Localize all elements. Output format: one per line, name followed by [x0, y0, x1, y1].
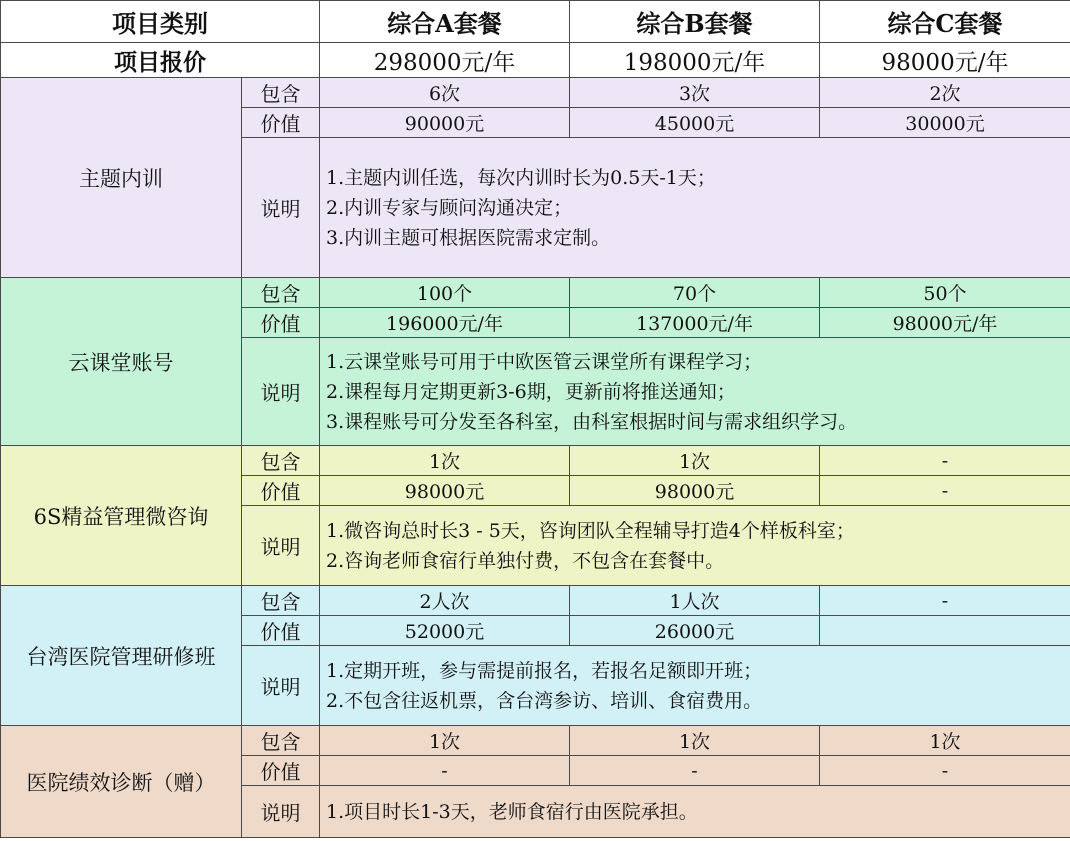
include-row — [1, 586, 1070, 616]
category-cell: 6S精益管理微咨询 — [1, 446, 242, 586]
note-line: 1.微咨询总时长3 - 5天，咨询团队全程辅导打造4个样板科室； — [326, 519, 855, 542]
note-label: 说明 — [242, 506, 320, 586]
note-line: 3.内训主题可根据医院需求定制。 — [326, 226, 611, 249]
note-text — [320, 786, 1070, 838]
package-b-header: 综合B套餐 — [570, 1, 820, 43]
value-amount: 45000元 — [570, 108, 820, 138]
value-amount: 98000元 — [320, 476, 570, 506]
category-cell: 主题内训 — [1, 78, 242, 278]
include-label: 包含 — [242, 446, 320, 476]
package-c-price: 98000元/年 — [820, 43, 1070, 78]
include-row — [1, 726, 1070, 756]
include-value: - — [820, 586, 1070, 616]
value-amount: 90000元 — [320, 108, 570, 138]
include-value: 100个 — [320, 278, 570, 308]
note-label: 说明 — [242, 338, 320, 446]
price-row — [1, 43, 1070, 78]
include-value: 2人次 — [320, 586, 570, 616]
include-label: 包含 — [242, 726, 320, 756]
value-amount: - — [570, 756, 820, 786]
value-amount: - — [820, 476, 1070, 506]
value-label: 价值 — [242, 476, 320, 506]
note-line: 2.内训专家与顾问沟通决定； — [326, 196, 573, 219]
value-label: 价值 — [242, 616, 320, 646]
category-cell: 台湾医院管理研修班 — [1, 586, 242, 726]
include-value: 1次 — [320, 726, 570, 756]
include-value: 1次 — [820, 726, 1070, 756]
note-label: 说明 — [242, 646, 320, 726]
value-amount: 98000元/年 — [820, 308, 1070, 338]
note-text — [320, 646, 1070, 726]
include-value: 1次 — [570, 726, 820, 756]
note-line: 1.项目时长1-3天，老师食宿行由医院承担。 — [326, 800, 698, 823]
note-line: 1.定期开班，参与需提前报名，若报名足额即开班； — [326, 659, 763, 682]
include-value: - — [820, 446, 1070, 476]
note-line: 1.云课堂账号可用于中欧医管云课堂所有课程学习； — [326, 350, 763, 373]
include-value: 50个 — [820, 278, 1070, 308]
value-amount: 30000元 — [820, 108, 1070, 138]
value-amount: 196000元/年 — [320, 308, 570, 338]
include-value: 70个 — [570, 278, 820, 308]
note-text — [320, 138, 1070, 278]
include-value: 1人次 — [570, 586, 820, 616]
include-value: 3次 — [570, 78, 820, 108]
header-row — [1, 1, 1070, 43]
value-amount: - — [820, 756, 1070, 786]
package-a-price: 298000元/年 — [320, 43, 570, 78]
note-label: 说明 — [242, 786, 320, 838]
value-amount: 98000元 — [570, 476, 820, 506]
note-line: 2.不包含往返机票，含台湾参访、培训、食宿费用。 — [326, 689, 763, 712]
value-amount: 137000元/年 — [570, 308, 820, 338]
value-amount — [820, 616, 1070, 646]
include-label: 包含 — [242, 78, 320, 108]
note-text — [320, 338, 1070, 446]
note-text — [320, 506, 1070, 586]
include-row — [1, 278, 1070, 308]
value-label: 价值 — [242, 756, 320, 786]
include-row — [1, 446, 1070, 476]
note-line: 2.课程每月定期更新3-6期，更新前将推送通知； — [326, 380, 736, 403]
note-line: 1.主题内训任选，每次内训时长为0.5天-1天； — [326, 166, 716, 189]
category-cell: 医院绩效诊断（赠） — [1, 726, 242, 838]
include-value: 2次 — [820, 78, 1070, 108]
package-b-price: 198000元/年 — [570, 43, 820, 78]
note-line: 2.咨询老师食宿行单独付费，不包含在套餐中。 — [326, 549, 725, 572]
price-label: 项目报价 — [1, 43, 320, 78]
include-label: 包含 — [242, 586, 320, 616]
value-amount: 52000元 — [320, 616, 570, 646]
include-value: 1次 — [570, 446, 820, 476]
include-row — [1, 78, 1070, 108]
include-label: 包含 — [242, 278, 320, 308]
include-value: 1次 — [320, 446, 570, 476]
note-line: 3.课程账号可分发至各科室，由科室根据时间与需求组织学习。 — [326, 410, 858, 433]
package-c-header: 综合C套餐 — [820, 1, 1070, 43]
category-header: 项目类别 — [1, 1, 320, 43]
category-cell: 云课堂账号 — [1, 278, 242, 446]
value-label: 价值 — [242, 308, 320, 338]
value-amount: 26000元 — [570, 616, 820, 646]
note-label: 说明 — [242, 138, 320, 278]
include-value: 6次 — [320, 78, 570, 108]
package-a-header: 综合A套餐 — [320, 1, 570, 43]
value-label: 价值 — [242, 108, 320, 138]
value-amount: - — [320, 756, 570, 786]
